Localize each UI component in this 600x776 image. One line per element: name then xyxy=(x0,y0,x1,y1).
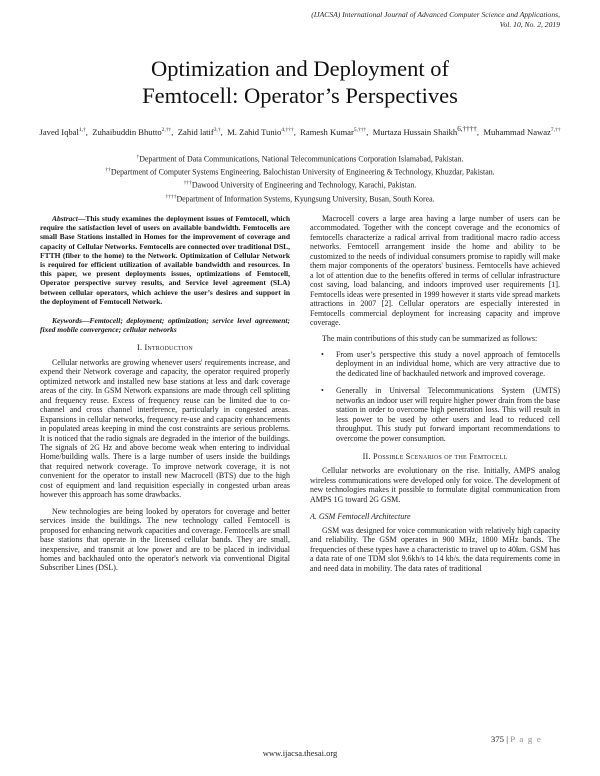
left-column xyxy=(40,214,290,573)
journal-header-line1: (IJACSA) International Journal of Advanced Computer Science and Applications, xyxy=(311,10,560,19)
journal-header xyxy=(180,10,560,29)
author: M. Zahid Tunio$^{4,\dagger\dagger\dagger}$ xyxy=(227,126,294,137)
author: Zahid latif$^{3,\dagger}$ xyxy=(177,126,221,137)
journal-url: www.ijacsa.thesai.org xyxy=(262,748,338,758)
page-number: 375 | P a g e xyxy=(490,734,542,744)
abstract xyxy=(40,214,290,306)
keywords-label: Keywords xyxy=(52,316,82,326)
author-list: Javed Iqbal$^{1,\dagger}$, Zuhaibuddin Bhutto$^{2,\dagger\dagger}$, Zahid latif$^{3,\dagger}$, M. Zahid Tunio$^{4,\dagger\dagger\dagger}$, Ramesh Kumar$^{5,\dagger\dagger\dagger}$, Murtaza Hussain Shaikh$^{6,\dagger\dagger\dagger\dagger}$, Muhammad Nawaz$^{7,\dagger\dagger}$ xyxy=(39,125,561,137)
paragraph: GSM was designed for voice communication with relatively high capacity and reliability. The GSM operates in 900 MHz, 1800 MHz bands. The frequencies of these types have a characteristic to travel up to 40km. GSM has a data rate of one TDM slot 9.6kb/s to 14 kb/s. the data requirements come in and need data in mobility. The data rates of traditional xyxy=(310,525,560,573)
list-item: • From user’s perspective this study a novel approach of femtocells deployment in an individual home, which are very attractive due to the dedicated line of backhauled network and improved coverage. xyxy=(321,349,560,378)
paragraph: Cellular networks are growing whenever users' requirements increase, and expend their Network coverage and capacity, the operator required properly optimized network and installed new base stations at less and dark coverage areas of the city. In GSM Network expansions are made through cell splitting and frequency reuse. Excess of frequency reuse can be limited due to co-channel and cross channel interference, particularly in congested areas. Expansions in cellular networks, frequency re-use and capacity enhancements in populated areas keeping in mind the cost constraints are serious problems. It is noticed that the radio signals are degraded in the interior of the buildings. The signals of 2G Hz and above become weak when entering to individual Home/building walls. There is a large number of users inside the buildings that required network coverage. To improve network coverage, it is not convenient for the operator to install new Macrocell (BTS) due to the high cost of equipment and land requisition especially in congested urban areas however this approach has some drawbacks. xyxy=(40,357,290,500)
author: Ramesh Kumar$^{5,\dagger\dagger\dagger}$ xyxy=(300,126,367,137)
paragraph: The main contributions of this study can be summarized as follows: xyxy=(322,334,538,344)
journal-header-line2: Vol. 10, No. 2, 2019 xyxy=(499,19,560,29)
author: Javed Iqbal$^{1,\dagger}$ xyxy=(39,126,86,137)
paragraph: Macrocell covers a large area having a large number of users can be accommodated. Together with the concept coverage and the economics of femtocells characterize a radical arrival from traditional macro radio access networks. Femtocell arrangement inside the home and ability to be customized to the needs of individual consumers promise to rapidly will make them major components of the operators' business. Femtocells have achieved a lot of attention due to the benefits offered in terms of cellular infrastructure cost saving, load balancing, and indoors improved user requirements [1]. Femtocells ideas were presented in 1999 however it starts vide spread markets attractions in 2007 [2]. Cellular operators are especially interested in Femtocells commercial deployment for increasing capacity and improve coverage. xyxy=(310,214,560,327)
affiliation: ††Department of Computer Systems Engineering, Balochistan University of Engineering & Technology, Khuzdar, Pakistan. xyxy=(105,167,495,177)
section-heading-scenarios: II. Possible Scenarios of the Femtocell xyxy=(362,451,508,461)
paragraph: Cellular networks are evolutionary on the rise. Initially, AMPS analog wireless communications were developed only for voice. The development of new technologies makes it possible to formulate digital communication from AMPS 1G toward 2G GSM. xyxy=(310,466,560,504)
keywords xyxy=(40,316,290,334)
keywords-text: —Femtocell; deployment; optimization; service level agreement; fixed mobile convergence; cellular networks xyxy=(40,316,290,335)
contribution-list xyxy=(310,350,560,443)
paper-title xyxy=(40,55,560,109)
author: Zuhaibuddin Bhutto$^{2,\dagger\dagger}$ xyxy=(92,126,172,137)
abstract-text: —This study examines the deployment issues of Femtocell, which require the satisfaction level of users on available bandwidth. Femtocells are small Base Stations installed in Homes for the improvement of coverage and capacity of Cellular Networks. Femtocells are connected over traditional DSL, FTTH (fiber to the home) to the Network. Optimization of Cellular Network is required for efficient utilization of available bandwidth and resources. In this paper, we present deployments issues, optimizations of Femtocell, Operator perspective survey results, and Service level agreement (SLA) between cellular operators, which achieve the user’s desires and support in the deployment of Femtocell Network. xyxy=(40,214,290,306)
bullet-icon: • xyxy=(321,349,324,359)
section-heading-introduction: I. Introduction xyxy=(137,343,193,353)
right-column xyxy=(310,214,560,573)
affiliation: ††††Department of Information Systems, Kyungsung University, Busan, South Korea. xyxy=(165,193,435,204)
affiliation: †Department of Data Communications, National Telecommunications Corporation Islamabad, Pakistan. xyxy=(136,154,464,164)
affiliation: †††Dawood University of Engineering and Technology, Karachi, Pakistan. xyxy=(183,180,417,191)
author: Muhammad Nawaz$^{7,\dagger\dagger}$ xyxy=(483,126,561,137)
bullet-icon: • xyxy=(321,386,324,396)
paragraph: New technologies are being looked by operators for coverage and better services inside the buildings. The new technology called Femtocell is proposed for enhancing network capacities and coverage. Femtocells are small base stations that operate in the licensed cellular bands. They are small, inexpensive, and transmit at low power and are to be placed in individual homes and backhauled onto the operator's network via conventional Digital Subscriber Lines (DSL). xyxy=(40,506,290,573)
paper-title-line1: Optimization and Deployment of xyxy=(150,56,450,81)
affiliation-list xyxy=(36,152,564,205)
subsection-heading-gsm: A. GSM Femtocell Architecture xyxy=(310,512,411,522)
list-item: • Generally in Universal Telecommunications System (UMTS) networks an indoor user will require higher power drain from the base station in order to overcome high penetration loss. This will result in less power to be used by other users and lead to reduced cell throughput. This study put forward important recommendations to overcome the power consumption. xyxy=(321,386,560,443)
author: Murtaza Hussain Shaikh$^{6,\dagger\dagger\dagger\dagger}$ xyxy=(372,125,477,137)
paper-title-line2: Femtocell: Operator’s Perspectives xyxy=(142,83,458,108)
abstract-label: Abstract xyxy=(52,214,78,223)
